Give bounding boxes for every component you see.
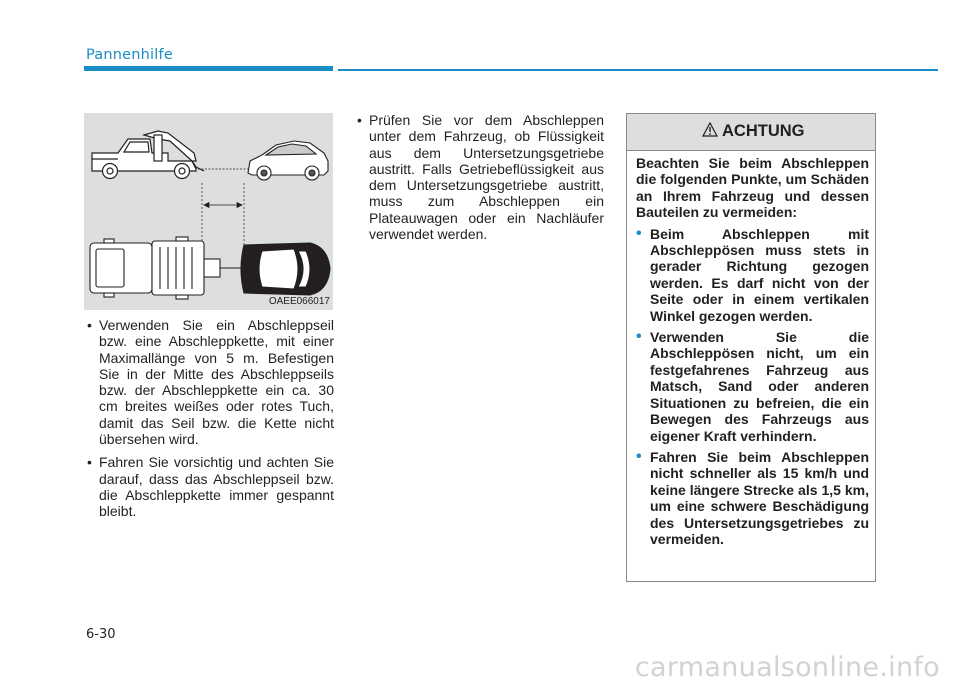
header-title: Pannenhilfe [86,47,173,63]
car-side-icon [248,141,328,180]
car-top-icon [241,243,330,295]
distance-marker-icon [202,183,244,253]
warning-box [626,113,876,582]
warning-bullet: • Verwenden Sie die Abschleppösen nicht, um ein festgefahrenes Fahrzeug aus Matsch, Sand oder anderen Situationen zu befreien, die ein Bewegen des Fahrzeugs aus eigener Kraft verhindern. [636,329,869,444]
watermark: carmanualsonline.info [634,652,940,683]
towing-illustration [84,113,333,310]
header-bar-thick [84,66,333,71]
middle-text-column [356,112,604,249]
warning-body [636,155,869,552]
tow-truck-top-icon [90,237,244,299]
list-item: • Fahren Sie vorsichtig und achten Sie darauf, dass das Abschleppseil bzw. die Abschleppkette immer gespannt bleibt. [86,454,334,519]
tow-truck-side-icon [92,131,204,179]
warning-title: ACHTUNG [722,122,805,140]
warning-bullet: • Beim Abschleppen mit Abschleppösen muss stets in gerader Richtung gezogen werden. Es darf nicht von der Seite oder in einem vertikalen Winkel gezogen werden. [636,226,869,324]
left-text-column [86,317,334,527]
warning-header [627,114,875,151]
warning-triangle-icon [702,122,718,137]
header-bar-thin [338,69,938,71]
warning-intro: Beachten Sie beim Abschleppen die folgenden Punkte, um Schäden an Ihrem Fahrzeug und dessen Bauteilen zu vermeiden: [636,155,869,221]
figure-code: OAEE066017 [268,296,330,307]
page-number: 6-30 [86,627,116,642]
warning-bullet: • Fahren Sie beim Abschleppen nicht schneller als 15 km/h und keine längere Strecke als 1,5 km, um eine schwere Beschädigung des Untersetzungsgetriebes zu vermeiden. [636,449,869,547]
towing-diagram-svg [84,113,333,310]
list-item: • Prüfen Sie vor dem Abschleppen unter dem Fahrzeug, ob Flüssigkeit aus dem Untersetzungsgetriebe austritt. Falls Getriebeflüssigkeit aus dem Untersetzungsgetriebe austritt, muss zum Abschleppen ein Plateauwagen oder ein Nachläufer verwendet werden. [356,112,604,242]
list-item: • Verwenden Sie ein Abschleppseil bzw. eine Abschleppkette, mit einer Maximallänge von 5 m. Befestigen Sie in der Mitte des Abschleppseils bzw. der Abschleppkette ein ca. 30 cm breites weißes oder rotes Tuch, damit das Seil bzw. die Kette nicht übersehen wird. [86,317,334,447]
